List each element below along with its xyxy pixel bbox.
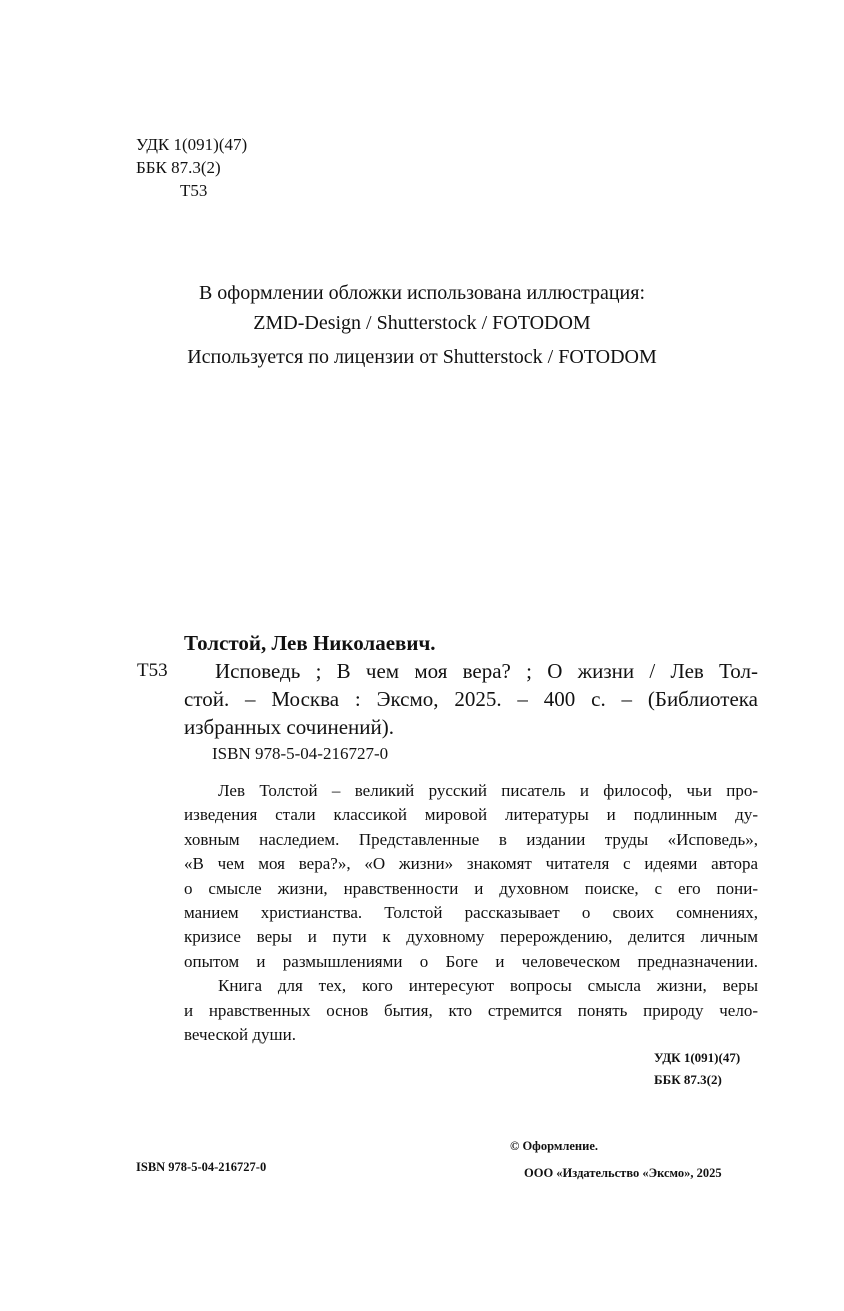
- top-classification-codes: [136, 133, 247, 202]
- catalog-line: Исповедь ; В чем моя вера? ; О жизни / Лев Тол-: [215, 659, 758, 683]
- annotation-line: Книга для тех, кого интересуют вопросы смысла жизни, веры: [218, 976, 758, 996]
- annotation-line: о смысле жизни, нравственности и духовном поиске, с его пони-: [184, 878, 758, 898]
- annotation: [184, 779, 758, 1047]
- author-sign: Т53: [180, 181, 208, 200]
- udk-code: УДК 1(091)(47): [654, 1050, 741, 1065]
- udk-code: УДК 1(091)(47): [136, 135, 248, 154]
- annotation-paragraph: [184, 974, 758, 1047]
- catalog-description: [184, 657, 758, 741]
- annotation-line: изведения стали классикой мировой литературы и подлинным ду-: [184, 805, 758, 825]
- annotation-line: ховным наследием. Представленные в издании труды «Исповедь»,: [184, 829, 758, 849]
- catalog-line: избранных сочинений).: [184, 715, 394, 739]
- catalog-code: Т53: [137, 660, 168, 681]
- bbk-code: ББК 87.3(2): [136, 158, 221, 177]
- annotation-line: и нравственных основ бытия, кто стремится понять природу чело-: [184, 1000, 758, 1020]
- bbk-code: ББК 87.3(2): [654, 1072, 722, 1087]
- annotation-paragraph: [184, 779, 758, 974]
- annotation-line: кризисе веры и пути к духовному перерождению, делится личным: [184, 927, 758, 947]
- catalog-line: стой. – Москва : Эксмо, 2025. – 400 с. – (Библиотека: [184, 687, 758, 711]
- footer-isbn: ISBN 978-5-04-216727-0: [136, 1160, 267, 1174]
- cover-credit-line-2: ZMD-Design / Shutterstock / FOTODOM: [253, 312, 591, 334]
- bottom-classification-codes: [654, 1047, 740, 1091]
- catalog-isbn: ISBN 978-5-04-216727-0: [212, 744, 389, 763]
- annotation-line: «В чем моя вера?», «О жизни» знакомят читателя с идеями автора: [184, 854, 758, 874]
- cover-credit-line-1: В оформлении обложки использована иллюстрация:: [198, 282, 646, 304]
- catalog-author: Толстой, Лев Николаевич.: [184, 631, 436, 655]
- annotation-line: опытом и размышлениями о Боге и человеческом предназначении.: [184, 951, 758, 971]
- annotation-line: манием христианства. Толстой рассказывает о своих сомнениях,: [184, 903, 758, 923]
- copyright-line-2: ООО «Издательство «Эксмо», 2025: [524, 1166, 722, 1180]
- copyright-line-1: © Оформление.: [510, 1139, 599, 1153]
- license-notice: Используется по лицензии от Shutterstock / FOTODOM: [187, 346, 657, 368]
- cover-credits: [0, 278, 844, 372]
- copyright-notice: [510, 1133, 722, 1187]
- annotation-line: веческой души.: [184, 1025, 296, 1045]
- annotation-line: Лев Толстой – великий русский писатель и философ, чьи про-: [218, 781, 758, 800]
